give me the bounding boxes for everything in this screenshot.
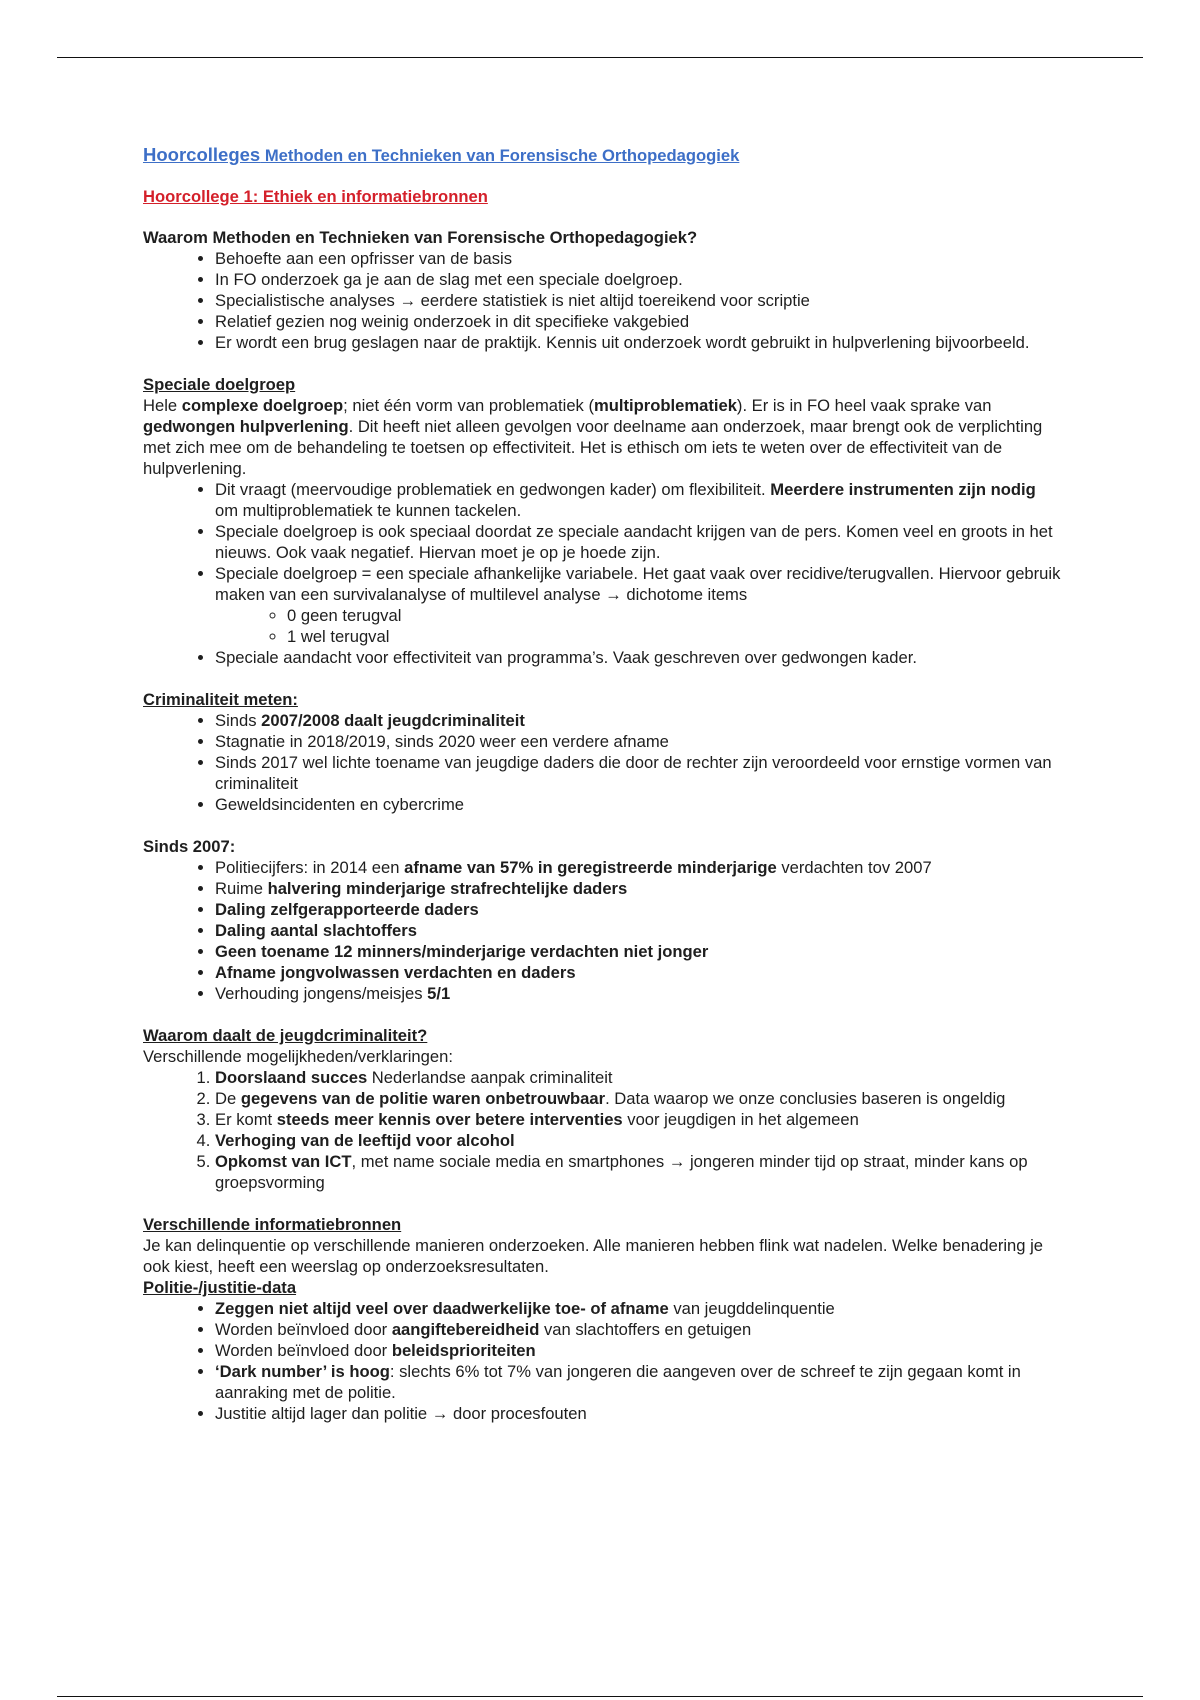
list-item: 5. Opkomst van ICT, met name sociale media en smartphones → jongeren minder tijd op straat, minder kans op groepsvorming bbox=[215, 1151, 1063, 1193]
list-item: • Speciale aandacht voor effectiviteit van programma’s. Vaak geschreven over gedwongen kader. bbox=[215, 647, 1063, 668]
bullet-list bbox=[143, 248, 1063, 353]
section-heading-informatiebronnen: Verschillende informatiebronnen bbox=[143, 1215, 402, 1234]
list-item: • Ruime halvering minderjarige strafrechtelijke daders bbox=[215, 878, 1063, 899]
sub-heading-politie-justitie: Politie-/justitie-data bbox=[143, 1278, 297, 1297]
bullet-list bbox=[143, 479, 1063, 668]
list-item: • Er wordt een brug geslagen naar de praktijk. Kennis uit onderzoek wordt gebruikt in hulpverlening bijvoorbeeld. bbox=[215, 332, 1063, 353]
section-heading-waarom-daalt: Waarom daalt de jeugdcriminaliteit? bbox=[143, 1026, 428, 1045]
paragraph: Hele complexe doelgroep; niet één vorm van problematiek (multiproblematiek). Er is in FO heel vaak sprake van gedwongen hulpverlening. Dit heeft niet alleen gevolgen voor deelname aan onderzoek, maar brengt ook de verplichting met zich mee om de behandeling te toetsen op effectiviteit. Het is ethisch om iets te weten over de effectiviteit van de hulpverlening. bbox=[143, 396, 1043, 478]
lecture-title: Hoorcollege 1: Ethiek en informatiebronnen bbox=[143, 187, 488, 206]
list-item: • Daling zelfgerapporteerde daders bbox=[215, 899, 1063, 920]
section-heading-speciale-doelgroep: Speciale doelgroep bbox=[143, 375, 296, 394]
list-item: • Worden beïnvloed door aangiftebereidheid van slachtoffers en getuigen bbox=[215, 1319, 1063, 1340]
sub-list bbox=[215, 605, 1063, 647]
list-item: • Worden beïnvloed door beleidsprioriteiten bbox=[215, 1340, 1063, 1361]
list-item: • In FO onderzoek ga je aan de slag met een speciale doelgroep. bbox=[215, 269, 1063, 290]
paragraph: Je kan delinquentie op verschillende manieren onderzoeken. Alle manieren hebben flink wat nadelen. Welke benadering je ook kiest, heeft een weerslag op onderzoeksresultaten. bbox=[143, 1236, 1044, 1276]
list-item: • Stagnatie in 2018/2019, sinds 2020 weer een verdere afname bbox=[215, 731, 1063, 752]
list-item: • Zeggen niet altijd veel over daadwerkelijke toe- of afname van jeugddelinquentie bbox=[215, 1298, 1063, 1319]
document-title: Hoorcolleges Methoden en Technieken van Forensische Orthopedagogiek bbox=[143, 144, 740, 165]
list-item: • ‘Dark number’ is hoog: slechts 6% tot 7% van jongeren die aangeven over de schreef te zijn gegaan komt in aanraking met de politie. bbox=[215, 1361, 1063, 1403]
bottom-rule bbox=[57, 1696, 1143, 1697]
list-item: • Relatief gezien nog weinig onderzoek in dit specifieke vakgebied bbox=[215, 311, 1063, 332]
list-item: • Politiecijfers: in 2014 een afname van 57% in geregistreerde minderjarige verdachten tov 2007 bbox=[215, 857, 1063, 878]
list-item: • Geweldsincidenten en cybercrime bbox=[215, 794, 1063, 815]
sub-list-item: ◦ 0 geen terugval bbox=[287, 605, 1063, 626]
list-item: • Behoefte aan een opfrisser van de basis bbox=[215, 248, 1063, 269]
paragraph: Verschillende mogelijkheden/verklaringen: bbox=[143, 1047, 453, 1066]
top-rule bbox=[57, 57, 1143, 58]
numbered-list bbox=[143, 1067, 1063, 1193]
list-item: • Afname jongvolwassen verdachten en daders bbox=[215, 962, 1063, 983]
list-item: • Verhouding jongens/meisjes 5/1 bbox=[215, 983, 1063, 1004]
list-item: • Speciale doelgroep = een speciale afhankelijke variabele. Het gaat vaak over recidive/terugvallen. Hiervoor gebruik maken van een survivalanalyse of multilevel analyse → dichotome items ◦ 0 geen terugval ◦ 1 wel terugval bbox=[215, 563, 1063, 647]
sub-list-item: ◦ 1 wel terugval bbox=[287, 626, 1063, 647]
section-heading-waarom: Waarom Methoden en Technieken van Forensische Orthopedagogiek? bbox=[143, 228, 698, 247]
section-heading-sinds-2007: Sinds 2007: bbox=[143, 837, 236, 856]
list-item: 1. Doorslaand succes Nederlandse aanpak criminaliteit bbox=[215, 1067, 1063, 1088]
bullet-list bbox=[143, 857, 1063, 1004]
bullet-list bbox=[143, 710, 1063, 815]
list-item: • Sinds 2007/2008 daalt jeugdcriminaliteit bbox=[215, 710, 1063, 731]
list-item: • Daling aantal slachtoffers bbox=[215, 920, 1063, 941]
list-item: • Speciale doelgroep is ook speciaal doordat ze speciale aandacht krijgen van de pers. Komen veel en groots in het nieuws. Ook vaak negatief. Hiervan moet je op je hoede zijn. bbox=[215, 521, 1063, 563]
list-item: • Justitie altijd lager dan politie → door procesfouten bbox=[215, 1403, 1063, 1424]
list-item: • Dit vraagt (meervoudige problematiek en gedwongen kader) om flexibiliteit. Meerdere instrumenten zijn nodig om multiproblematiek te kunnen tackelen. bbox=[215, 479, 1063, 521]
section-heading-criminaliteit-meten: Criminaliteit meten: bbox=[143, 690, 298, 709]
list-item: 3. Er komt steeds meer kennis over betere interventies voor jeugdigen in het algemeen bbox=[215, 1109, 1063, 1130]
list-item: • Specialistische analyses → eerdere statistiek is niet altijd toereikend voor scriptie bbox=[215, 290, 1063, 311]
list-item: • Geen toename 12 minners/minderjarige verdachten niet jonger bbox=[215, 941, 1063, 962]
list-item: 2. De gegevens van de politie waren onbetrouwbaar. Data waarop we onze conclusies baseren is ongeldig bbox=[215, 1088, 1063, 1109]
document-page bbox=[143, 144, 1063, 1424]
list-item: 4. Verhoging van de leeftijd voor alcohol bbox=[215, 1130, 1063, 1151]
list-item: • Sinds 2017 wel lichte toename van jeugdige daders die door de rechter zijn veroordeeld voor ernstige vormen van criminaliteit bbox=[215, 752, 1063, 794]
bullet-list bbox=[143, 1298, 1063, 1424]
